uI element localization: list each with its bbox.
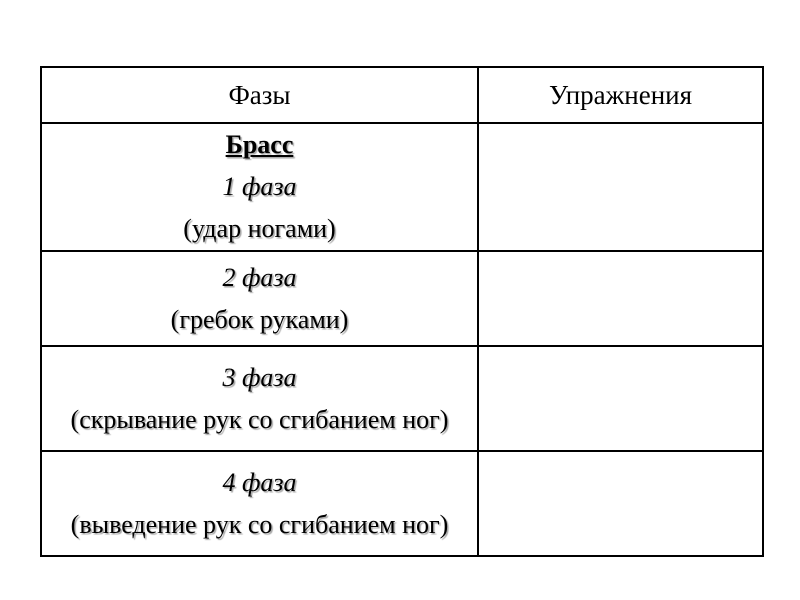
table-row (41, 251, 763, 346)
phase-cell (41, 123, 478, 251)
phase-description: (выведение рук со сгибанием ног) (70, 509, 449, 539)
phases-table (40, 66, 764, 557)
phase-description: (гребок руками) (170, 304, 349, 334)
phase-cell (41, 251, 478, 346)
exercises-cell (478, 451, 763, 556)
table-row (41, 346, 763, 451)
phase-title: 3 фаза (222, 362, 297, 392)
swim-style-title: Брасс (225, 130, 294, 159)
table-row (41, 451, 763, 556)
exercises-cell (478, 123, 763, 251)
phase-title: 2 фаза (222, 262, 297, 292)
phase-title: 1 фаза (222, 172, 297, 201)
phase-description: (скрывание рук со сгибанием ног) (70, 404, 449, 434)
header-phases: Фазы (41, 67, 478, 123)
phase-cell (41, 451, 478, 556)
header-exercises: Упражнения (478, 67, 763, 123)
exercises-cell (478, 251, 763, 346)
exercises-cell (478, 346, 763, 451)
phase-cell (41, 346, 478, 451)
phase-title: 4 фаза (222, 467, 297, 497)
table-row (41, 123, 763, 251)
phase-description: (удар ногами) (183, 214, 336, 243)
table-header-row (41, 67, 763, 123)
